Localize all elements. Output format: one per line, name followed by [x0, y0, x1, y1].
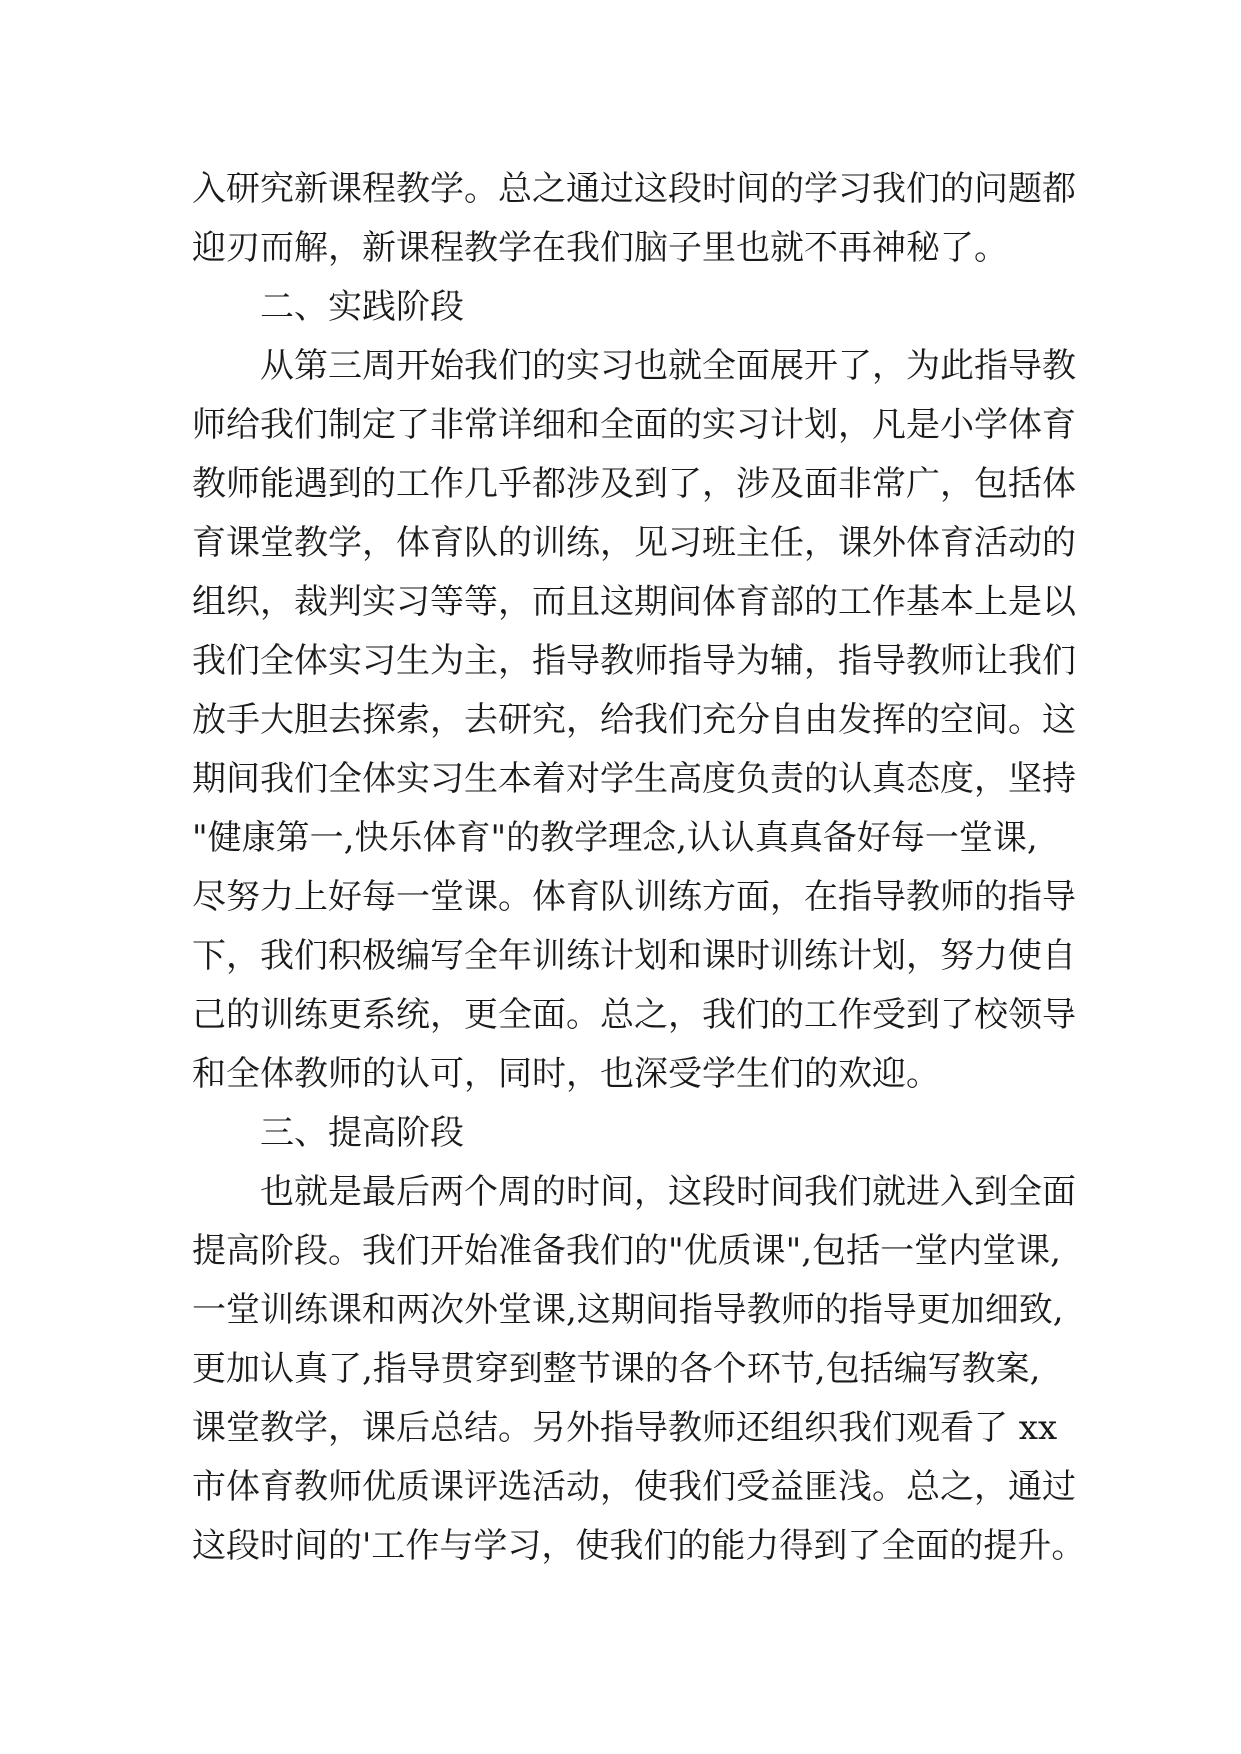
text-line: 迎刃而解，新课程教学在我们脑子里也就不再神秘了。: [192, 228, 1008, 268]
text-line: 入研究新课程教学。总之通过这段时间的学习我们的问题都: [192, 169, 1076, 209]
text-line: 和全体教师的认可，同时，也深受学生们的欢迎。: [192, 1054, 940, 1094]
text-line: 我们全体实习生为主，指导教师指导为辅，指导教师让我们: [192, 641, 1076, 681]
text-line: 课堂教学，课后总结。另外指导教师还组织我们观看了 xx: [192, 1408, 1058, 1448]
text-line: 市体育教师优质课评选活动，使我们受益匪浅。总之，通过: [192, 1467, 1076, 1507]
paragraph-first-line: 也就是最后两个周的时间，这段时间我们就进入到全面: [260, 1172, 1076, 1212]
text-line: 组织，裁判实习等等，而且这期间体育部的工作基本上是以: [192, 582, 1076, 622]
text-line: 一堂训练课和两次外堂课,这期间指导教师的指导更加细致,: [192, 1290, 1064, 1330]
text-line: 己的训练更系统，更全面。总之，我们的工作受到了校领导: [192, 995, 1076, 1035]
text-line: 放手大胆去探索，去研究，给我们充分自由发挥的空间。这: [192, 700, 1076, 740]
text-line: 这段时间的'工作与学习，使我们的能力得到了全面的提升。: [192, 1526, 1086, 1566]
text-line: 师给我们制定了非常详细和全面的实习计划，凡是小学体育: [192, 405, 1076, 445]
text-line: 下，我们积极编写全年训练计划和课时训练计划，努力使自: [192, 936, 1076, 976]
text-line: 教师能遇到的工作几乎都涉及到了，涉及面非常广，包括体: [192, 464, 1076, 504]
section-heading: 三、提高阶段: [260, 1113, 464, 1153]
text-line: 育课堂教学，体育队的训练，见习班主任，课外体育活动的: [192, 523, 1076, 563]
text-line: 更加认真了,指导贯穿到整节课的各个环节,包括编写教案,: [192, 1349, 1041, 1389]
document-body: [192, 160, 1086, 1576]
section-heading: 二、实践阶段: [260, 287, 464, 327]
text-line: 提高阶段。我们开始准备我们的"优质课",包括一堂内堂课,: [192, 1231, 1061, 1271]
text-line: 期间我们全体实习生本着对学生高度负责的认真态度，坚持: [192, 759, 1076, 799]
paragraph-first-line: 从第三周开始我们的实习也就全面展开了，为此指导教: [260, 346, 1076, 386]
text-line: "健康第一,快乐体育"的教学理念,认认真真备好每一堂课,: [192, 818, 1038, 858]
text-line: 尽努力上好每一堂课。体育队训练方面，在指导教师的指导: [192, 877, 1076, 917]
